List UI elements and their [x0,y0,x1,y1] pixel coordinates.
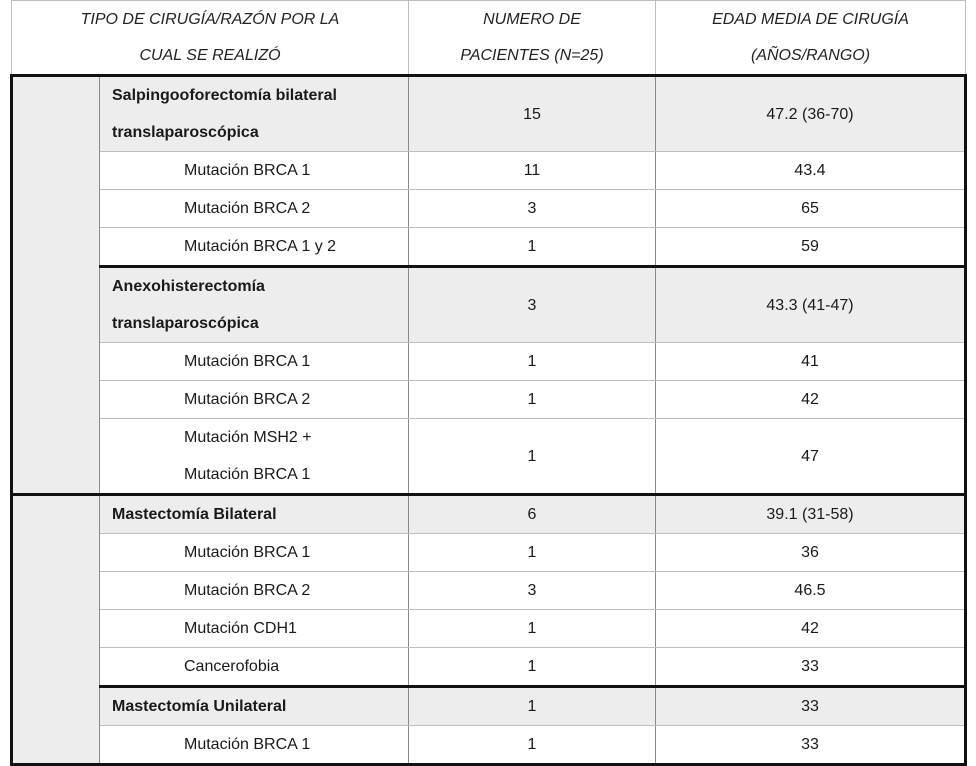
group-row [12,76,966,152]
row-label-line: Mutación MSH2 + [184,429,312,446]
row-label [100,534,409,572]
group-mean-age: 39.1 (31-58) [656,495,966,534]
row-patient-count: 1 [409,534,656,572]
table-row [12,534,966,572]
group-label-line: Salpingooforectomía bilateral [112,87,337,104]
row-mean-age: 42 [656,610,966,648]
row-label-line: Cancerofobia [184,658,280,675]
table-row [12,572,966,610]
header-patient-count-line2: PACIENTES (N=25) [460,46,604,64]
table-row [12,343,966,381]
row-patient-count: 1 [409,343,656,381]
row-patient-count: 1 [409,419,656,495]
header-patient-count [409,1,656,76]
row-mean-age: 33 [656,726,966,765]
table-row [12,381,966,419]
table-row [12,152,966,190]
row-label [100,648,409,687]
row-mean-age: 42 [656,381,966,419]
row-patient-count: 3 [409,190,656,228]
table-row [12,228,966,267]
table-body [12,76,966,765]
header-mean-age-line1: EDAD MEDIA DE CIRUGÍA [712,10,909,28]
group-label-line: Mastectomía Bilateral [112,506,277,523]
group-label-line: translaparoscópica [112,315,259,332]
group-label [100,76,409,152]
group-label-line: translaparoscópica [112,124,259,141]
header-patient-count-line1: NUMERO DE [483,10,581,28]
row-mean-age: 41 [656,343,966,381]
table-row [12,648,966,687]
row-label [100,152,409,190]
group-row [12,267,966,343]
row-mean-age: 59 [656,228,966,267]
section-side-cell [12,495,100,765]
surgery-table [10,0,967,766]
group-patient-count: 6 [409,495,656,534]
row-label-line: Mutación BRCA 1 [184,162,311,179]
row-label [100,572,409,610]
group-label [100,495,409,534]
row-label-line: Mutación CDH1 [184,620,297,637]
group-mean-age: 47.2 (36-70) [656,76,966,152]
row-label-line: Mutación BRCA 2 [184,582,311,599]
row-patient-count: 1 [409,726,656,765]
row-label-line: Mutación BRCA 2 [184,391,311,408]
group-mean-age: 43.3 (41-47) [656,267,966,343]
header-surgery-type-line1: TIPO DE CIRUGÍA/RAZÓN POR LA [80,10,340,28]
group-label-line: Mastectomía Unilateral [112,698,287,715]
row-patient-count: 1 [409,381,656,419]
group-label [100,687,409,726]
row-label [100,726,409,765]
row-patient-count: 1 [409,228,656,267]
row-mean-age: 43.4 [656,152,966,190]
row-label-line: Mutación BRCA 1 [184,736,311,753]
row-label-line: Mutación BRCA 1 [184,466,311,483]
row-label [100,343,409,381]
group-patient-count: 15 [409,76,656,152]
row-label-line: Mutación BRCA 2 [184,200,311,217]
row-mean-age: 46.5 [656,572,966,610]
row-label [100,610,409,648]
row-label [100,228,409,267]
row-patient-count: 11 [409,152,656,190]
group-mean-age: 33 [656,687,966,726]
table-row [12,726,966,765]
table-row [12,190,966,228]
row-patient-count: 1 [409,648,656,687]
header-mean-age [656,1,966,76]
header-mean-age-line2: (AÑOS/RANGO) [750,46,871,64]
group-label [100,267,409,343]
row-mean-age: 65 [656,190,966,228]
row-patient-count: 3 [409,572,656,610]
row-label [100,381,409,419]
row-label-line: Mutación BRCA 1 [184,353,311,370]
group-row [12,687,966,726]
group-row [12,495,966,534]
table-row [12,610,966,648]
section-side-cell [12,76,100,495]
row-label [100,190,409,228]
table-row [12,419,966,495]
row-mean-age: 36 [656,534,966,572]
row-label-line: Mutación BRCA 1 [184,544,311,561]
row-label [100,419,409,495]
row-mean-age: 47 [656,419,966,495]
group-label-line: Anexohisterectomía [112,278,265,295]
row-patient-count: 1 [409,610,656,648]
header-surgery-type-line2: CUAL SE REALIZÓ [139,46,281,64]
group-patient-count: 1 [409,687,656,726]
row-label-line: Mutación BRCA 1 y 2 [184,238,337,255]
header-row [12,1,966,76]
group-patient-count: 3 [409,267,656,343]
header-surgery-type [12,1,409,76]
row-mean-age: 33 [656,648,966,687]
